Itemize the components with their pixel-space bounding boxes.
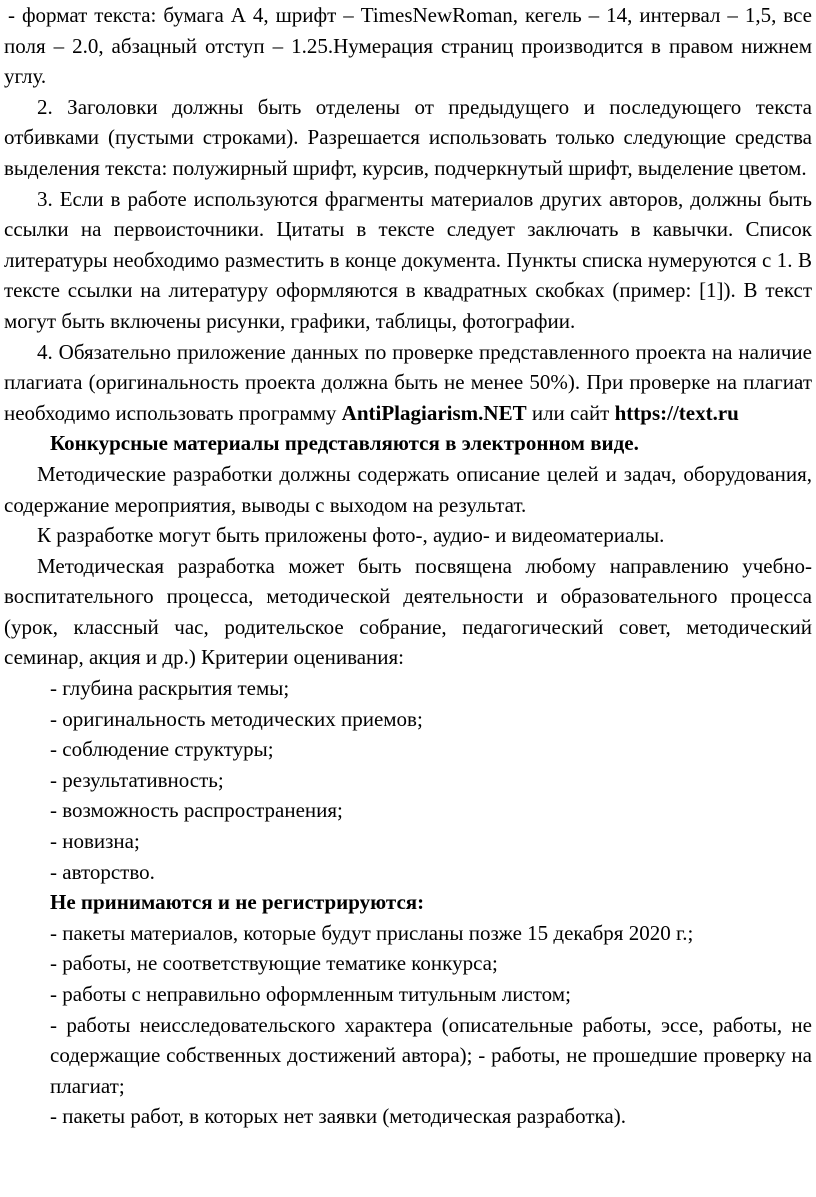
paragraph-headings: 2. Заголовки должны быть отделены от предыдущего и последующего текста отбивками (пустыми строками). Разрешается использовать только следующие средства выделения текста: полужирный шрифт, курсив, подчеркнутый шрифт, выделение цветом. xyxy=(4,94,812,180)
list-item: - возможность распространения; xyxy=(50,798,343,823)
paragraph-references: 3. Если в работе используются фрагменты материалов других авторов, должны быть ссылки на первоисточники. Цитаты в тексте следует заключать в кавычки. Список литературы необходимо разместить в конце документа. Пункты списка нумеруются с 1. В тексте ссылки на литературу оформляются в квадратных скобках (пример: [1]). В текст могут быть включены рисунки, графики, таблицы, фотографии. xyxy=(4,186,812,333)
list-item: - оригинальность методических приемов; xyxy=(50,706,423,731)
list-item: - работы, не соответствующие тематике конкурса; xyxy=(50,951,498,976)
plagiarism-text-mid: или сайт xyxy=(526,400,615,425)
paragraph-directions: Методическая разработка может быть посвящена любому направлению учебно-воспитательного процесса, методической деятельности и образовательного процесса (урок, классный час, родительское собрание, педагогический совет, методический семинар, акция и др.) Критерии оценивания: xyxy=(4,553,812,670)
list-item: - соблюдение структуры; xyxy=(50,737,274,762)
list-item: - пакеты работ, в которых нет заявки (методическая разработка). xyxy=(50,1104,626,1129)
rejected-list xyxy=(4,918,812,1132)
list-item: - работы неисследовательского характера (описательные работы, эссе, работы, не содержащие собственных достижений автора); - работы, не прошедшие проверку на плагиат; xyxy=(50,1012,812,1098)
plagiarism-text: 4. Обязательно приложение данных по проверке представленного проекта на наличие плагиата (оригинальность проекта должна быть не менее 50%). При проверке на плагиат необходимо использовать программу xyxy=(4,339,812,425)
list-item: - пакеты материалов, которые будут присланы позже 15 декабря 2020 г.; xyxy=(50,920,694,945)
heading-electronic: Конкурсные материалы представляются в электронном виде. xyxy=(50,431,639,456)
criteria-list xyxy=(4,673,812,887)
list-item: - новизна; xyxy=(50,829,140,854)
list-item: - авторство. xyxy=(50,859,155,884)
heading-rejected: Не принимаются и не регистрируются: xyxy=(50,890,425,915)
site-name: https://text.ru xyxy=(614,400,739,425)
list-item: - глубина раскрытия темы; xyxy=(50,676,290,701)
paragraph-methodical: Методические разработки должны содержать описание целей и задач, оборудования, содержание мероприятия, выводы с выходом на результат. xyxy=(4,461,812,517)
list-item: - работы с неправильно оформленным титульным листом; xyxy=(50,982,571,1006)
list-item: - результативность; xyxy=(50,767,224,792)
paragraph-format: - формат текста: бумага А 4, шрифт – TimesNewRoman, кегель – 14, интервал – 1,5, все поля – 2.0, абзацный отступ – 1.25.Нумерация страниц производится в правом нижнем углу. xyxy=(4,3,812,89)
program-name: AntiPlagiarism.NET xyxy=(341,400,527,425)
paragraph-plagiarism xyxy=(4,337,812,429)
paragraph-attachments: К разработке могут быть приложены фото-, аудио- и видеоматериалы. xyxy=(37,523,665,548)
